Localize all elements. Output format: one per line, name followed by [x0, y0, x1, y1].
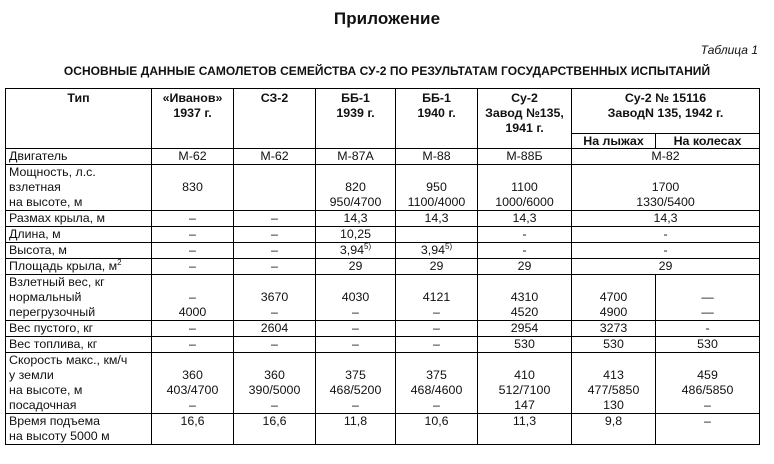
- footnote-mark: 5): [445, 242, 453, 251]
- table-cell: –: [316, 321, 396, 337]
- table-cell: 3,94$^{5)}$: [396, 243, 478, 259]
- table-cell: 459 486/5850 –: [656, 353, 760, 414]
- table-cell: 10,25: [316, 227, 396, 243]
- table-row: [6, 227, 760, 243]
- table-row: [6, 414, 760, 445]
- table-cell: 3,94$^{5)}$: [316, 243, 396, 259]
- table-row: [6, 243, 760, 259]
- table-cell: 10,6: [396, 414, 478, 445]
- table-cell: 29: [316, 259, 396, 275]
- superscript: 2: [117, 258, 122, 267]
- table-cell: [234, 165, 316, 211]
- table-cell: –: [396, 337, 478, 353]
- table-cell: 29: [396, 259, 478, 275]
- table-cell: –: [316, 337, 396, 353]
- table-cell: 4310 4520: [478, 275, 572, 321]
- table-cell: 1700 1330/5400: [572, 165, 760, 211]
- row-label: Вес топлива, кг: [6, 337, 152, 353]
- table-cell: 4030 –: [316, 275, 396, 321]
- table-cell: 530: [656, 337, 760, 353]
- table-cell: –: [152, 337, 234, 353]
- table-cell: –: [152, 321, 234, 337]
- row-label: Длина, м: [6, 227, 152, 243]
- table-cell: 14,3: [396, 211, 478, 227]
- header-wheels: На колесах: [656, 134, 760, 149]
- table-cell: 360 390/5000 –: [234, 353, 316, 414]
- table-cell: –: [234, 337, 316, 353]
- table-row: [6, 321, 760, 337]
- header-bb1-1940: ББ-1 1940 г.: [396, 89, 478, 149]
- row-label: Размах крыла, м: [6, 211, 152, 227]
- table-number: Таблица 1: [700, 43, 758, 57]
- table-row: [6, 353, 760, 414]
- table-cell: -: [478, 227, 572, 243]
- table-cell: 9,8: [572, 414, 656, 445]
- header-sz2: СЗ-2: [234, 89, 316, 149]
- table-cell: М-62: [152, 149, 234, 165]
- table-row: [6, 149, 760, 165]
- table-cell: -: [656, 321, 760, 337]
- table-cell: 410 512/7100 147: [478, 353, 572, 414]
- row-label: Высота, м: [6, 243, 152, 259]
- row-label: Вес пустого, кг: [6, 321, 152, 337]
- table-cell: М-82: [572, 149, 760, 165]
- table-cell: 3670 –: [234, 275, 316, 321]
- header-skis: На лыжах: [572, 134, 656, 149]
- table-cell: 2954: [478, 321, 572, 337]
- header-bb1-1939: ББ-1 1939 г.: [316, 89, 396, 149]
- table-cell: 14,3: [316, 211, 396, 227]
- table-cell: 29: [478, 259, 572, 275]
- table-cell: –: [152, 227, 234, 243]
- table-cell: 4121 –: [396, 275, 478, 321]
- table-caption: ОСНОВНЫЕ ДАННЫЕ САМОЛЕТОВ СЕМЕЙСТВА СУ-2 ПО РЕЗУЛЬТАТАМ ГОСУДАРСТВЕННЫХ ИСПЫТАНИЙ: [63, 64, 711, 78]
- table-cell: -: [478, 243, 572, 259]
- table-row: [6, 211, 760, 227]
- table-cell: 950 1100/4000: [396, 165, 478, 211]
- table-cell: – 4000: [152, 275, 234, 321]
- table-cell: -: [572, 227, 760, 243]
- table-cell: 29: [572, 259, 760, 275]
- table-cell: –: [234, 211, 316, 227]
- row-label: Скорость макс., км/ч у земли на высоте, м посадочная: [6, 353, 152, 414]
- table-cell: 14,3: [478, 211, 572, 227]
- table-cell: 3273: [572, 321, 656, 337]
- table-cell: 16,6: [234, 414, 316, 445]
- table-cell: 413 477/5850 130: [572, 353, 656, 414]
- footnote-mark: 5): [364, 242, 372, 251]
- table-cell: [396, 227, 478, 243]
- table-cell: –: [152, 259, 234, 275]
- table-cell: 375 468/5200 –: [316, 353, 396, 414]
- table-cell: 16,6: [152, 414, 234, 445]
- table-cell: М-88Б: [478, 149, 572, 165]
- page-title: Приложение: [333, 9, 441, 28]
- table-row: [6, 165, 760, 211]
- table-cell: –: [656, 414, 760, 445]
- table-cell: 1100 1000/6000: [478, 165, 572, 211]
- table-cell: 11,3: [478, 414, 572, 445]
- row-label: Взлетный вес, кг нормальный перегрузочный: [6, 275, 152, 321]
- table-row: [6, 337, 760, 353]
- table-cell: –: [396, 321, 478, 337]
- specs-table: [5, 88, 760, 445]
- row-label: Двигатель: [6, 149, 152, 165]
- table-row: [6, 275, 760, 321]
- table-cell: –: [152, 211, 234, 227]
- table-cell: М-88: [396, 149, 478, 165]
- row-label: Мощность, л.с. взлетная на высоте, м: [6, 165, 152, 211]
- table-cell: 530: [478, 337, 572, 353]
- table-cell: — —: [656, 275, 760, 321]
- table-cell: 14,3: [572, 211, 760, 227]
- row-label: Площадь крыла, $м^2$: [6, 259, 152, 275]
- table-cell: 830: [152, 165, 234, 211]
- header-su2-15116: Су-2 № 15116 ЗаводN 135, 1942 г.: [572, 89, 760, 134]
- table-cell: –: [234, 227, 316, 243]
- table-cell: 4700 4900: [572, 275, 656, 321]
- table-cell: –: [234, 259, 316, 275]
- table-cell: 820 950/4700: [316, 165, 396, 211]
- table-cell: 530: [572, 337, 656, 353]
- table-cell: –: [152, 243, 234, 259]
- table-cell: –: [234, 243, 316, 259]
- header-su2: Су-2 Завод №135, 1941 г.: [478, 89, 572, 149]
- table-cell: М-62: [234, 149, 316, 165]
- header-ivanov: «Иванов» 1937 г.: [152, 89, 234, 149]
- header-type: Тип: [6, 89, 152, 149]
- table-cell: 375 468/4600 –: [396, 353, 478, 414]
- table-cell: 360 403/4700 –: [152, 353, 234, 414]
- table-cell: 2604: [234, 321, 316, 337]
- row-label: Время подъема на высоту 5000 м: [6, 414, 152, 445]
- table-cell: 11,8: [316, 414, 396, 445]
- table-cell: -: [572, 243, 760, 259]
- table-row: [6, 259, 760, 275]
- table-cell: М-87А: [316, 149, 396, 165]
